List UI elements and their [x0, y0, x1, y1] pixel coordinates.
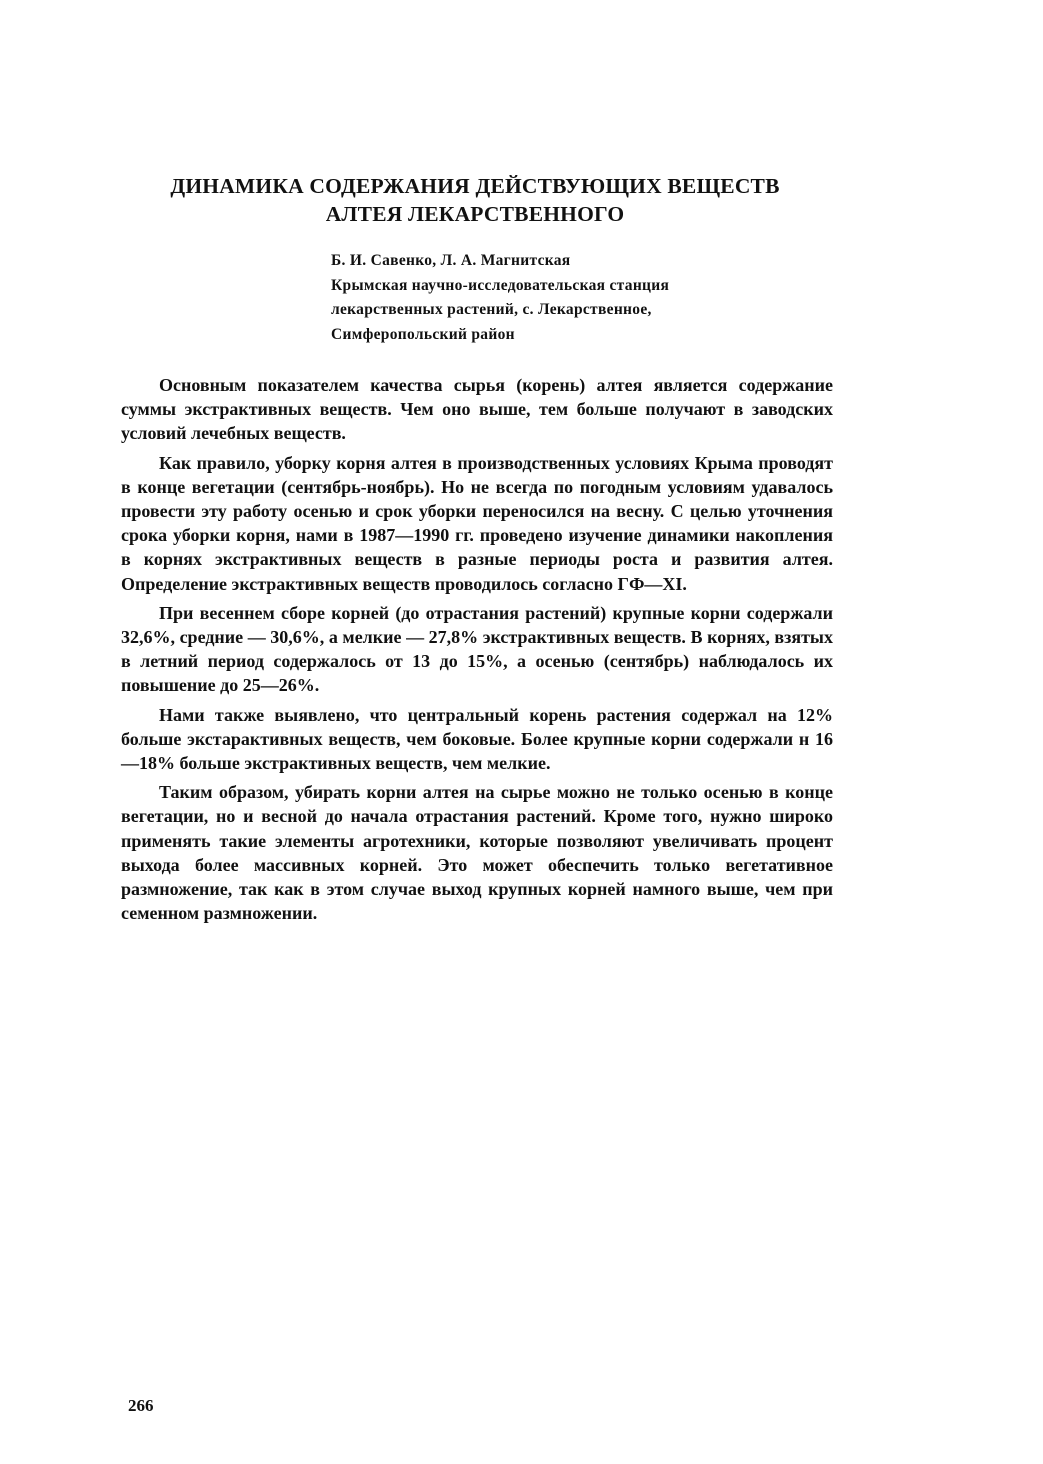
affiliation-line-1: Крымская научно-исследовательская станция [331, 276, 670, 294]
author-block [331, 249, 831, 347]
paragraph: Таким образом, убирать корни алтея на сырье можно не только осенью в конце вегетации, но и весной до начала отрастания растений. Кроме того, нужно широко применять такие элементы агротехники, которые позволяют увеличивать процент выхода более массивных корней. Это может обеспечить только вегетативное размножение, так как в этом случае выход крупных корней намного выше, чем при семенном размножении. [121, 782, 833, 924]
article-body [121, 373, 833, 930]
paragraph: Нами также выявлено, что центральный корень растения содержал на 12% больше экстарактивных веществ, чем боковые. Более крупные корни содержали н 16—18% больше экстрактивных веществ, чем мелкие. [121, 704, 833, 774]
paragraph: Основным показателем качества сырья (корень) алтея является содержание суммы экстрактивных веществ. Чем оно выше, тем больше получают в заводских условий лечебных веществ. [121, 375, 833, 444]
paragraph: При весеннем сборе корней (до отрастания растений) крупные корни содержали 32,6%, средние — 30,6%, а мелкие — 27,8% экстрактивных веществ. В корнях, взятых в летний период содержалось от 13 до 15%, а осенью (сентябрь) наблюдалось их повышение до 25—26%. [121, 602, 833, 696]
paragraph: Как правило, уборку корня алтея в производственных условиях Крыма проводят в конце вегетации (сентябрь-ноябрь). Но не всегда по погодным условиям удавалось провести эту работу осенью и срок уборки переносился на весну. С целью уточнения срока уборки корня, нами в 1987—1990 гг. проведено изучение динамики накопления в корнях экстрактивных веществ в разные периоды роста и развития алтея. Определение экстрактивных веществ проводилось согласно ГФ—XI. [121, 452, 833, 594]
page-number: 266 [128, 1396, 154, 1415]
title-line-1: ДИНАМИКА СОДЕРЖАНИЯ ДЕЙСТВУЮЩИХ ВЕЩЕСТВ [170, 174, 780, 198]
affiliation-line-3: Симферопольский район [331, 325, 515, 343]
author-names: Б. И. Савенко, Л. А. Магнитская [331, 252, 571, 269]
title-line-2: АЛТЕЯ ЛЕКАРСТВЕННОГО [325, 202, 625, 226]
affiliation-line-2: лекарственных растений, с. Лекарственное, [331, 301, 652, 318]
article-title [110, 172, 840, 228]
